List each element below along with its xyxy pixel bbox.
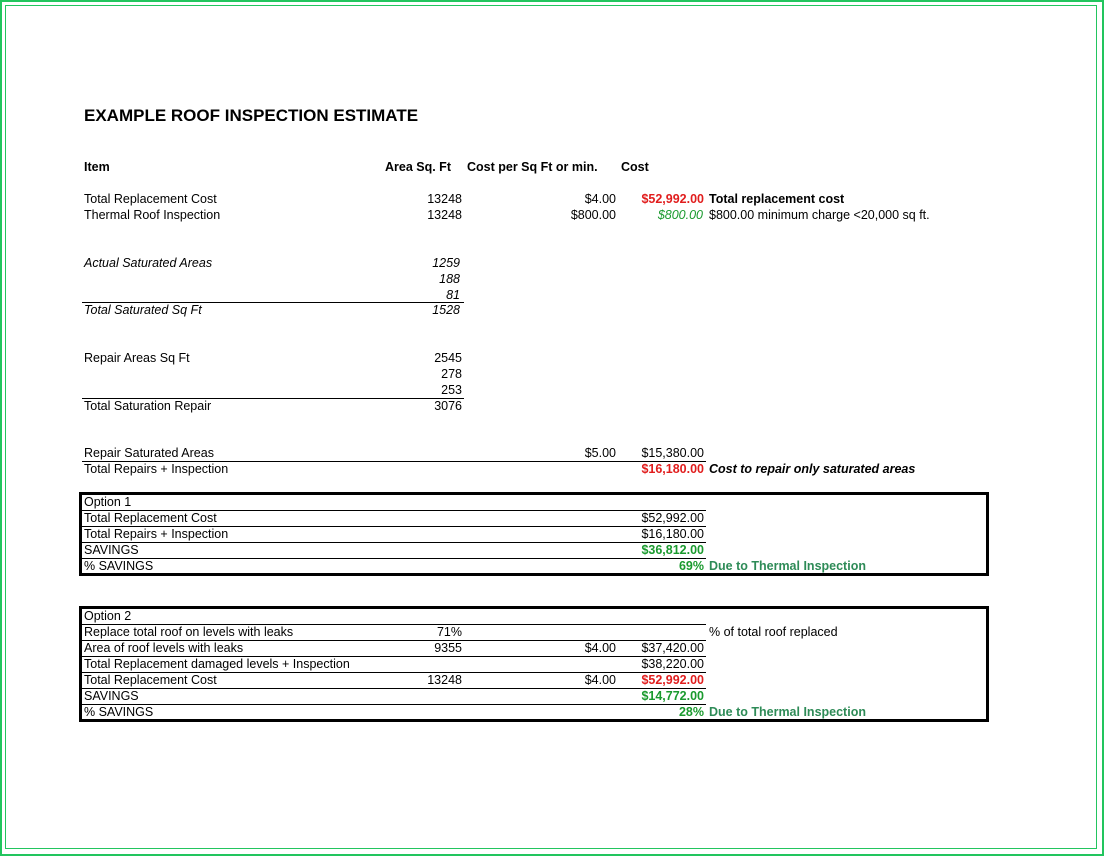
option1-replacement-cost: $52,992.00 xyxy=(641,511,704,525)
option2-replacement-label: Total Replacement Cost xyxy=(84,673,217,687)
option2-area-unit: $4.00 xyxy=(584,641,616,655)
replacement-cost: $52,992.00 xyxy=(641,192,704,206)
replacement-label: Total Replacement Cost xyxy=(84,192,217,206)
repair-saturated-unit: $5.00 xyxy=(584,446,616,460)
repair-area-value: 253 xyxy=(441,383,462,397)
option2-replace-label: Replace total roof on levels with leaks xyxy=(84,625,294,639)
option1-pct: 69% xyxy=(678,559,704,573)
option1-savings: $36,812.00 xyxy=(641,543,704,557)
thermal-unit: $800.00 xyxy=(570,208,616,222)
option2-savings-label: SAVINGS xyxy=(84,689,139,703)
total-repairs-label: Total Repairs + Inspection xyxy=(84,462,229,476)
option2-damaged-cost: $38,220.00 xyxy=(641,657,704,671)
option2-pct-label: % SAVINGS xyxy=(84,705,154,719)
saturated-label: Actual Saturated Areas xyxy=(84,256,213,270)
option2-area: 9355 xyxy=(434,641,462,655)
option1-pct-note: Due to Thermal Inspection xyxy=(709,559,866,573)
option2-replace-pct: 71% xyxy=(436,625,462,639)
saturated-value: 1259 xyxy=(432,256,460,270)
option2-damaged-label: Total Replacement damaged levels + Inspection xyxy=(84,657,350,671)
thermal-cost: $800.00 xyxy=(657,208,703,222)
saturated-total-label: Total Saturated Sq Ft xyxy=(84,303,202,317)
option2-replacement-unit: $4.00 xyxy=(584,673,616,687)
option1-replacement-label: Total Replacement Cost xyxy=(84,511,217,525)
replacement-area: 13248 xyxy=(427,192,462,206)
total-repairs-note: Cost to repair only saturated areas xyxy=(709,462,916,476)
saturated-value: 188 xyxy=(439,272,460,286)
option2-replacement-area: 13248 xyxy=(427,673,462,687)
option2-area-label: Area of roof levels with leaks xyxy=(84,641,244,655)
saturated-total: 1528 xyxy=(432,303,460,317)
option2-area-cost: $37,420.00 xyxy=(641,641,704,655)
replacement-note: Total replacement cost xyxy=(709,192,845,206)
repair-saturated-label: Repair Saturated Areas xyxy=(84,446,214,460)
repair-areas-label: Repair Areas Sq Ft xyxy=(84,351,190,365)
option1-repairs-cost: $16,180.00 xyxy=(641,527,704,541)
option2-replace-note: % of total roof replaced xyxy=(709,625,838,639)
header-cost-per: Cost per Sq Ft or min. xyxy=(467,160,598,174)
thermal-note: $800.00 minimum charge <20,000 sq ft. xyxy=(709,208,930,222)
option1-pct-label: % SAVINGS xyxy=(84,559,154,573)
repair-saturated-cost: $15,380.00 xyxy=(641,446,704,460)
document-title: EXAMPLE ROOF INSPECTION ESTIMATE xyxy=(84,106,419,125)
option1-savings-label: SAVINGS xyxy=(84,543,139,557)
replacement-unit: $4.00 xyxy=(584,192,616,206)
thermal-area: 13248 xyxy=(427,208,462,222)
total-repairs-cost: $16,180.00 xyxy=(641,462,704,476)
repair-area-value: 2545 xyxy=(434,351,462,365)
saturated-value: 81 xyxy=(446,288,460,302)
option2-pct-note: Due to Thermal Inspection xyxy=(709,705,866,719)
option1-label: Option 1 xyxy=(84,495,132,509)
option2-pct: 28% xyxy=(678,705,704,719)
option2-replacement-cost: $52,992.00 xyxy=(641,673,704,687)
header-cost: Cost xyxy=(621,160,649,174)
repair-area-value: 278 xyxy=(441,367,462,381)
option2-label: Option 2 xyxy=(84,609,132,623)
thermal-label: Thermal Roof Inspection xyxy=(84,208,221,222)
inner-frame xyxy=(5,5,1097,849)
option2-savings: $14,772.00 xyxy=(641,689,704,703)
repair-total-label: Total Saturation Repair xyxy=(84,399,212,413)
option1-repairs-label: Total Repairs + Inspection xyxy=(84,527,229,541)
header-item: Item xyxy=(84,160,110,174)
header-area: Area Sq. Ft xyxy=(385,160,451,174)
repair-total: 3076 xyxy=(434,399,462,413)
